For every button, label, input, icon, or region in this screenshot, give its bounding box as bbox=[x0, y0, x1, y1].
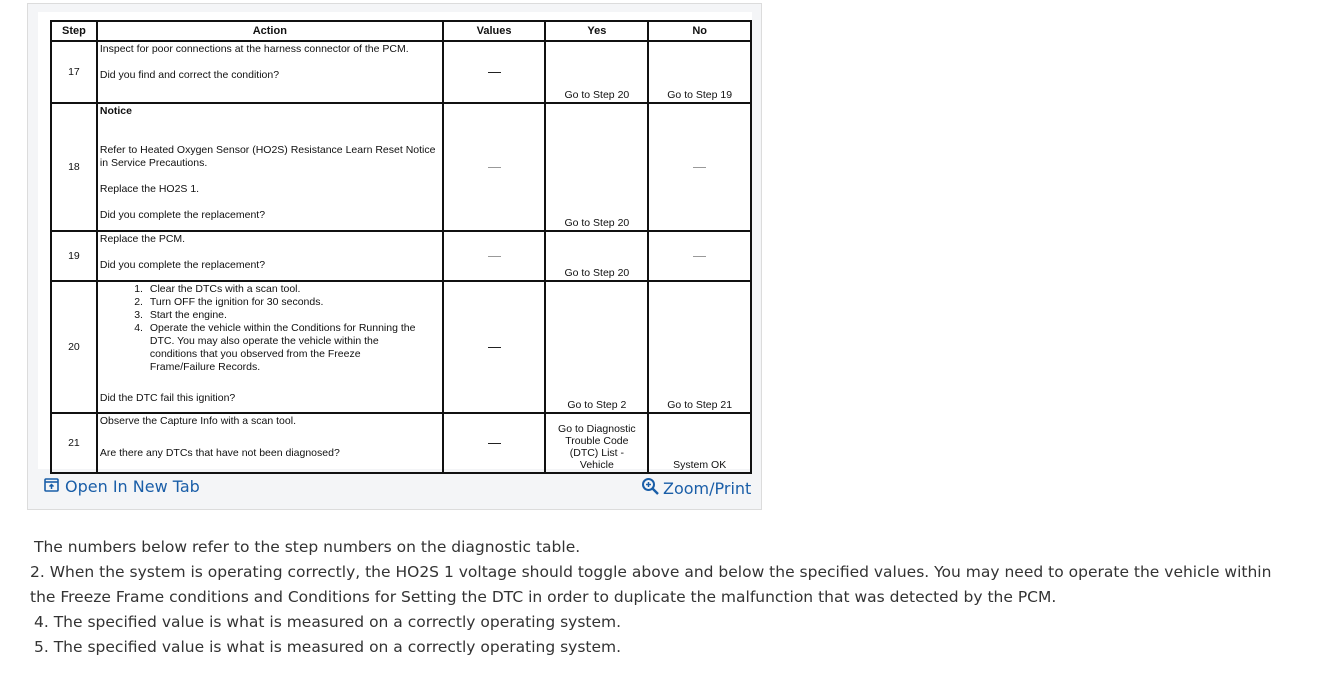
yes-link-text: Go to Diagnostic Trouble Code (DTC) List - Vehicle bbox=[558, 423, 636, 471]
dash-icon bbox=[488, 347, 501, 348]
no-cell: Go to Step 21 bbox=[648, 281, 751, 413]
yes-cell: Go to Step 20 bbox=[545, 103, 648, 231]
action-text: Observe the Capture Info with a scan tool. bbox=[99, 415, 296, 427]
dash-icon bbox=[488, 443, 501, 444]
table-row bbox=[51, 41, 751, 103]
dash-icon bbox=[693, 167, 706, 168]
step-number: 18 bbox=[51, 103, 97, 231]
notes-intro: The numbers below refer to the step numbers on the diagnostic table. bbox=[34, 538, 581, 556]
no-cell: System OK bbox=[648, 413, 751, 473]
table-row bbox=[51, 103, 751, 231]
action-text: Replace the HO2S 1. bbox=[99, 183, 200, 195]
header-action: Action bbox=[97, 21, 443, 41]
action-cell bbox=[97, 413, 443, 473]
note-item: 4. The specified value is what is measured on a correctly operating system. bbox=[34, 613, 622, 631]
table-row bbox=[51, 281, 751, 413]
procedure-item: 1. Clear the DTCs with a scan tool. bbox=[146, 283, 440, 296]
zoom-print-link[interactable] bbox=[641, 477, 751, 500]
action-cell bbox=[97, 103, 443, 231]
procedure-item: 3. Start the engine. bbox=[146, 309, 440, 322]
yes-cell: Go to Step 2 bbox=[545, 281, 648, 413]
action-question: Did you find and correct the condition? bbox=[99, 69, 280, 81]
action-text: Replace the PCM. bbox=[99, 233, 186, 245]
procedure-item: 4. Operate the vehicle within the Conditions for Running the DTC. You may also operate the vehicle within the conditions that you observed from the Freeze Frame/Failure Records. bbox=[146, 322, 426, 374]
note-item: 5. The specified value is what is measured on a correctly operating system. bbox=[34, 638, 622, 656]
values-cell bbox=[443, 41, 546, 103]
action-question: Are there any DTCs that have not been diagnosed? bbox=[99, 447, 340, 459]
table-row bbox=[51, 231, 751, 281]
step-number: 17 bbox=[51, 41, 97, 103]
header-yes: Yes bbox=[545, 21, 648, 41]
step-number: 19 bbox=[51, 231, 97, 281]
header-values: Values bbox=[443, 21, 546, 41]
open-in-new-tab-link[interactable] bbox=[44, 477, 200, 496]
yes-cell: Go to Step 20 bbox=[545, 41, 648, 103]
table-row bbox=[51, 413, 751, 473]
note-item: 2. When the system is operating correctly, the HO2S 1 voltage should toggle above and below the specified values. You may need to operate the vehicle within the Freeze Frame conditions and Conditions for Setting the DTC in order to duplicate the malfunction that was detected by the PCM. bbox=[30, 563, 1272, 606]
action-cell bbox=[97, 231, 443, 281]
action-text: Refer to Heated Oxygen Sensor (HO2S) Resistance Learn Reset Notice in Service Precautions. bbox=[99, 144, 436, 169]
action-cell bbox=[97, 41, 443, 103]
diagnostic-notes bbox=[30, 535, 1290, 660]
no-cell bbox=[648, 231, 751, 281]
values-cell bbox=[443, 231, 546, 281]
dash-icon bbox=[488, 72, 501, 73]
action-text: Inspect for poor connections at the harness connector of the PCM. bbox=[99, 43, 409, 55]
table-container bbox=[38, 12, 752, 469]
step-number: 21 bbox=[51, 413, 97, 473]
open-in-new-tab-label: Open In New Tab bbox=[65, 477, 200, 496]
action-question: Did you complete the replacement? bbox=[99, 209, 266, 221]
no-cell bbox=[648, 103, 751, 231]
procedure-list bbox=[100, 283, 440, 374]
dash-icon bbox=[488, 256, 501, 257]
zoom-in-icon bbox=[641, 477, 660, 500]
values-cell bbox=[443, 103, 546, 231]
action-cell bbox=[97, 281, 443, 413]
step-number: 20 bbox=[51, 281, 97, 413]
yes-cell: Go to Step 20 bbox=[545, 231, 648, 281]
procedure-item: 2. Turn OFF the ignition for 30 seconds. bbox=[146, 296, 440, 309]
table-header-row bbox=[51, 21, 751, 41]
header-step: Step bbox=[51, 21, 97, 41]
dash-icon bbox=[488, 167, 501, 168]
notice-label: Notice bbox=[99, 105, 132, 117]
diagnostic-table-frame bbox=[27, 3, 762, 510]
no-cell: Go to Step 19 bbox=[648, 41, 751, 103]
action-question: Did you complete the replacement? bbox=[99, 259, 266, 271]
values-cell bbox=[443, 413, 546, 473]
diagnostic-table bbox=[50, 20, 752, 474]
zoom-print-label: Zoom/Print bbox=[663, 479, 752, 498]
values-cell bbox=[443, 281, 546, 413]
yes-cell bbox=[545, 413, 648, 473]
open-in-new-tab-icon bbox=[44, 477, 59, 496]
header-no: No bbox=[648, 21, 751, 41]
action-question: Did the DTC fail this ignition? bbox=[99, 392, 236, 404]
dash-icon bbox=[693, 256, 706, 257]
